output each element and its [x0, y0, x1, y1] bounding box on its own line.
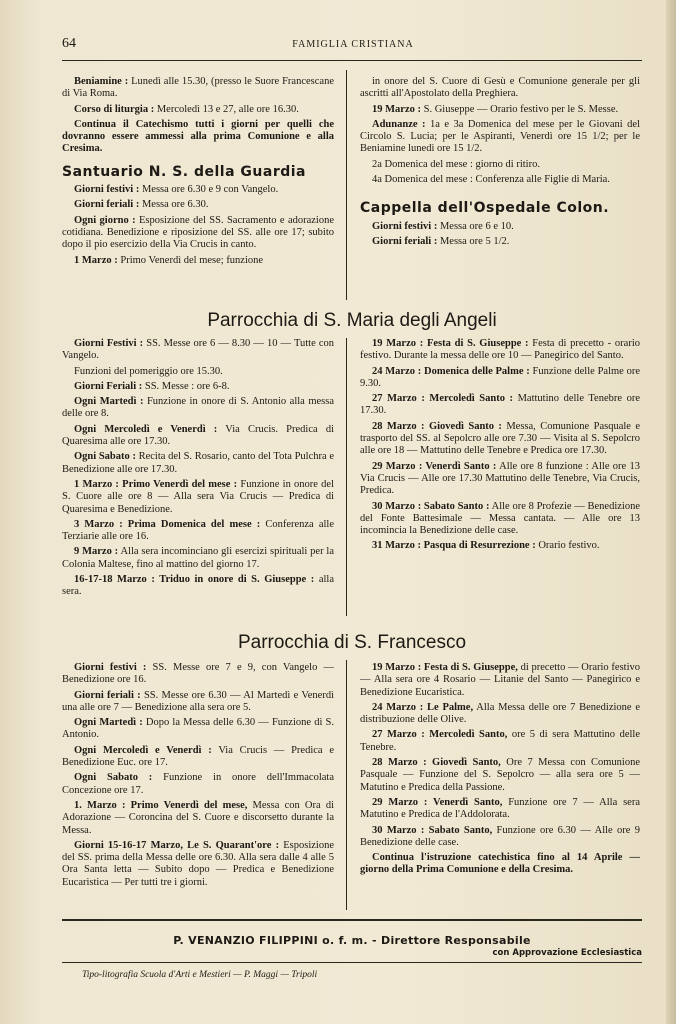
- paragraph: [62, 717, 334, 742]
- paragraph: [360, 393, 640, 418]
- angeli-left-paragraphs: [62, 338, 334, 599]
- guardia-section-title: Santuario N. S. della Guardia: [62, 163, 306, 180]
- paragraph-lead: 29 Marzo : Venerdì Santo :: [372, 460, 497, 472]
- paragraph-lead: Giorni feriali :: [372, 235, 438, 247]
- paragraph-lead: 30 Marzo : Sabato Santo :: [372, 500, 490, 512]
- paragraph-lead: Giorni festivi :: [372, 220, 438, 232]
- paragraph-lead: Ogni Mercoledì e Venerdì :: [74, 423, 218, 435]
- francesco-left-paragraphs: [62, 662, 334, 889]
- column-divider-francesco: [346, 660, 347, 910]
- paragraph-lead: Ogni Martedì :: [74, 717, 143, 729]
- paragraph-lead: 19 Marzo : Festa di S. Giuseppe,: [372, 662, 518, 673]
- angeli-section-title: Parrocchia di S. Maria degli Angeli: [207, 310, 497, 331]
- guardia-paragraphs: [62, 184, 334, 267]
- paragraph: [360, 702, 640, 727]
- paragraph-text: 2a Domenica del mese : giorno di ritiro.: [372, 158, 540, 170]
- paragraph: [62, 546, 334, 571]
- paragraph-lead: 27 Marzo : Mercoledì Santo :: [372, 393, 514, 405]
- paragraph-lead: 9 Marzo :: [74, 546, 119, 558]
- paragraph: [360, 421, 640, 458]
- printer-rule: [62, 962, 642, 963]
- francesco-left-column: [62, 662, 334, 892]
- paragraph-text: Funzione in onore di S. Antonio alla messa delle ore 8.: [62, 396, 334, 420]
- paragraph-lead: Giorni festivi :: [74, 184, 140, 196]
- paragraph-lead: 1 Marzo :: [74, 254, 118, 266]
- paragraph-lead: Ogni Mercoledì e Venerdì :: [74, 744, 212, 756]
- paragraph: [62, 800, 334, 837]
- paragraph-text: Dopo la Messa delle 6.30 — Funzione di S. Antonio.: [62, 717, 335, 741]
- angeli-right-paragraphs: [360, 338, 640, 553]
- paragraph: [360, 662, 640, 699]
- paragraph-text: Messa, Comunione Pasquale e trasporto del SS. al Sepolcro alle ore 7.30 — Visita al S. Sepolcro alle ore 18 — Mattutino delle Tenebre e Predica ore 17.30.: [360, 420, 640, 457]
- paragraph-text: Esposizione del SS. prima della Messa delle ore 6.30. Alla sera dalle 4 alle 5 Ora Santa letta — Subito dopo — Predica e Benedizione Eucaristica — Per tutti tre i giorni.: [62, 839, 334, 888]
- paragraph-text: Esposizione del SS. Sacramento e adorazione cotidiana. Benedizione e riposizione del SS. alle ore 17; subito dopo il pio esercizio della Via Crucis in canto.: [62, 214, 334, 251]
- paragraph: [360, 174, 640, 186]
- paragraph: [62, 690, 334, 715]
- paragraph-text: Messa con Ora di Adorazione — Coroncina del S. Cuore e discorsetto durante la Messa.: [62, 799, 334, 836]
- paragraph-text: SS. Messe ore 6.30 — Al Martedì e Venerdì una alle ore 7 — Benedizione alla sera ore 5.: [62, 689, 334, 713]
- top-left-column: [62, 76, 334, 270]
- paragraph: [360, 76, 640, 101]
- paragraph: [360, 236, 640, 248]
- paragraph: [62, 215, 334, 252]
- journal-title: FAMIGLIA CRISTIANA: [292, 39, 414, 50]
- approval-line: con Approvazione Ecclesiastica: [492, 948, 642, 958]
- paragraph-lead: 29 Marzo : Venerdì Santo,: [372, 796, 503, 808]
- paragraph: [360, 540, 640, 552]
- paragraph-text: Recita del S. Rosario, canto del Tota Pulchra e Benedizione alle ore 17.30.: [62, 451, 334, 475]
- paragraph-text: Funzioni del pomeriggio ore 15.30.: [74, 365, 223, 377]
- paragraph-lead: Ogni Martedì :: [74, 396, 144, 408]
- paragraph-lead: 31 Marzo : Pasqua di Resurrezione :: [372, 540, 536, 552]
- paragraph-lead: Continua l'istruzione catechistica fino al 14 Aprile — giorno della Prima Comunione e della Cresima.: [360, 852, 640, 876]
- paragraph-lead: 19 Marzo :: [372, 103, 421, 115]
- paragraph: [360, 757, 640, 794]
- paragraph-lead: 28 Marzo : Giovedì Santo,: [372, 757, 501, 769]
- paragraph-text: Funzione in onore dell'Immacolata Concezione ore 17.: [62, 772, 334, 796]
- paragraph-text: Messa ore 5 1/2.: [437, 235, 510, 247]
- paragraph-text: Conferenza alle Terziarie alle ore 16.: [62, 518, 334, 543]
- paragraph-text: Orario festivo.: [535, 540, 600, 552]
- paragraph: [360, 221, 640, 233]
- paragraph-text: ore 5 di sera Mattutino delle Tenebre.: [360, 729, 640, 753]
- top-right-column: [360, 76, 640, 251]
- francesco-right-paragraphs: [360, 662, 640, 877]
- paragraph-text: SS. Messe : ore 6-8.: [142, 380, 230, 392]
- paragraph-text: Festa di precetto - orario festivo. Durante la messa delle ore 10 — Panegirico del Santo.: [360, 338, 640, 362]
- paragraph: [360, 338, 640, 363]
- paragraph: [62, 662, 334, 687]
- footer-rule: [62, 919, 642, 921]
- paragraph: [62, 255, 334, 267]
- top-right-paragraphs: [360, 76, 640, 186]
- paragraph-text: Primo Venerdì del mese; funzione: [117, 254, 264, 266]
- cappella-paragraphs: [360, 221, 640, 249]
- paragraph-lead: Ogni Sabato :: [74, 772, 153, 784]
- paragraph-text: Messa ore 6 e 10.: [437, 220, 514, 232]
- paragraph: [360, 119, 640, 156]
- paragraph-text: Funzione in onore del S. Cuore alle ore 8 — Alla sera Via Crucis — Predica di Quaresima e Benedizione.: [62, 478, 335, 515]
- paragraph-lead: 30 Marzo : Sabato Santo,: [372, 824, 493, 836]
- page-number: 64: [62, 36, 76, 51]
- paragraph-text: Alla Messa delle ore 7 Benedizione e distribuzione delle Olive.: [360, 701, 641, 726]
- paragraph: [360, 852, 640, 877]
- paragraph-text: di precetto — Orario festivo — Alla sera ore 4 Rosario — Litanie del Santo — Panegirico e Benedizione Eucaristica.: [360, 662, 640, 698]
- paragraph-text: 1a e 3a Domenica del mese per le Giovani del Circolo S. Lucia; per le Aspiranti, Venerdì ore 15 1/2; per le Beniamine lunedì ore 15 1/2.: [360, 118, 641, 155]
- director-line: P. VENANZIO FILIPPINI o. f. m. - Direttore Responsabile: [173, 934, 531, 947]
- paragraph-text: Funzione delle Palme ore 9.30.: [360, 365, 640, 389]
- francesco-right-column: [360, 662, 640, 880]
- header-rule: [62, 60, 642, 61]
- paragraph-text: alla sera.: [62, 574, 334, 598]
- paragraph-lead: 3 Marzo : Prima Domenica del mese :: [74, 518, 261, 530]
- paragraph-lead: Beniamine :: [74, 76, 129, 87]
- paragraph-lead: Giorni Festivi :: [74, 338, 144, 349]
- paragraph: [62, 479, 334, 516]
- paragraph-lead: Corso di liturgia :: [74, 103, 155, 115]
- paragraph: [62, 519, 334, 544]
- column-divider-angeli: [346, 338, 347, 616]
- paragraph: [360, 729, 640, 754]
- paragraph: [360, 159, 640, 171]
- paragraph: [62, 424, 334, 449]
- paragraph-text: Alle ore 8 funzione : Alle ore 13 Via Crucis — Alle ore 17.30 Mattutino delle Tenebre, Via Crucis, Predica.: [360, 460, 640, 497]
- paragraph-lead: 1 Marzo : Primo Venerdì del mese :: [74, 478, 238, 490]
- paragraph: [62, 76, 334, 101]
- paragraph-text: S. Giuseppe — Orario festivo per le S. Messe.: [420, 103, 619, 115]
- paragraph: [62, 184, 334, 196]
- paragraph: [360, 501, 640, 538]
- paragraph-lead: 24 Marzo : Domenica delle Palme :: [372, 365, 530, 377]
- paragraph-lead: 1. Marzo : Primo Venerdì del mese,: [74, 799, 248, 811]
- paragraph-text: Alla sera incominciano gli esercizi spirituali per la Colonia Maltese, fino al mattino del giorno 17.: [62, 546, 334, 570]
- paragraph-text: Ore 7 Messa con Comunione Pasquale — Funzione del S. Sepolcro — alla sera ore 5 — Matutino e Predica della Passione.: [360, 757, 641, 793]
- paragraph: [62, 745, 334, 770]
- paragraph-text: Messa ore 6.30 e 9 con Vangelo.: [139, 184, 279, 196]
- paragraph: [62, 366, 334, 378]
- francesco-section-title: Parrocchia di S. Francesco: [237, 632, 467, 653]
- paragraph-lead: 16-17-18 Marzo : Triduo in onore di S. Giuseppe :: [74, 574, 315, 586]
- paragraph-lead: 27 Marzo : Mercoledì Santo,: [372, 729, 508, 741]
- paragraph-text: Funzione ore 7 — Alla sera Matutino e Predica de l'Addolorata.: [360, 796, 640, 821]
- paragraph-text: Messa ore 6.30.: [139, 199, 209, 211]
- paragraph-lead: Continua il Catechismo tutti i giorni per quelli che dovranno essere ammessi alla prima Comunione e alla Cresima.: [62, 118, 334, 155]
- top-left-paragraphs: [62, 76, 334, 156]
- paragraph: [62, 104, 334, 116]
- paragraph-text: SS. Messe ore 6 — 8.30 — 10 — Tutte con Vangelo.: [62, 338, 334, 362]
- paragraph: [62, 338, 334, 363]
- paragraph: [62, 396, 334, 421]
- paragraph: [62, 840, 334, 889]
- paragraph-lead: Giorni 15-16-17 Marzo, Le S. Quarant'ore :: [74, 839, 280, 851]
- paragraph: [360, 797, 640, 822]
- paragraph-text: Alle ore 8 Profezie — Benedizione del Fonte Battesimale — Messa cantata. — Alle ore 13 incomincia la Benedizione delle case.: [360, 500, 640, 537]
- printer-line: Tipo-litografia Scuola d'Arti e Mestieri — P. Maggi — Tripoli: [82, 970, 318, 980]
- paragraph: [360, 825, 640, 850]
- paragraph-lead: Ogni Sabato :: [74, 451, 136, 463]
- paragraph-lead: Giorni Feriali :: [74, 380, 143, 392]
- paragraph-text: in onore del S. Cuore di Gesù e Comunione generale per gli ascritti all'Apostolato della Preghiera.: [360, 76, 640, 100]
- paragraph-lead: 28 Marzo : Giovedì Santo :: [372, 420, 502, 432]
- paragraph-lead: Giorni feriali :: [74, 199, 140, 211]
- paragraph: [62, 119, 334, 156]
- paragraph-lead: Ogni giorno :: [74, 214, 136, 226]
- paragraph-text: Via Crucis — Predica e Benedizione Euc. ore 17.: [62, 744, 335, 769]
- paragraph-lead: 19 Marzo : Festa di S. Giuseppe :: [372, 338, 529, 349]
- paragraph: [62, 772, 334, 797]
- paragraph-lead: Giorni festivi :: [74, 662, 147, 673]
- cappella-section-title: Cappella dell'Ospedale Colon.: [360, 200, 610, 217]
- page-header: [62, 36, 644, 52]
- paragraph-lead: Giorni feriali :: [74, 689, 141, 701]
- page-edge: [666, 0, 676, 1024]
- paragraph-text: Via Crucis. Predica di Quaresima alle ore 17.30.: [62, 423, 334, 448]
- column-divider-top: [346, 70, 347, 300]
- paragraph: [62, 199, 334, 211]
- angeli-right-column: [360, 338, 640, 556]
- paragraph-text: Lunedì alle 15.30, (presso le Suore Francescane di Via Roma.: [62, 76, 334, 100]
- paragraph: [360, 104, 640, 116]
- paragraph-text: Mercoledì 13 e 27, alle ore 16.30.: [154, 103, 299, 115]
- angeli-left-column: [62, 338, 334, 602]
- paragraph-text: SS. Messe ore 7 e 9, con Vangelo — Benedizione ore 16.: [62, 662, 334, 686]
- paragraph-lead: 24 Marzo : Le Palme,: [372, 701, 474, 713]
- paragraph: [62, 451, 334, 476]
- paragraph-text: 4a Domenica del mese : Conferenza alle Figlie di Maria.: [372, 174, 610, 186]
- paragraph-text: Mattutino delle Tenebre ore 17.30.: [360, 393, 640, 417]
- paragraph: [62, 381, 334, 393]
- paragraph-lead: Adunanze :: [372, 118, 426, 130]
- paragraph: [360, 461, 640, 498]
- paragraph: [360, 366, 640, 391]
- paragraph: [62, 574, 334, 599]
- paragraph-text: Funzione ore 6.30 — Alle ore 9 Benedizione delle case.: [360, 824, 640, 848]
